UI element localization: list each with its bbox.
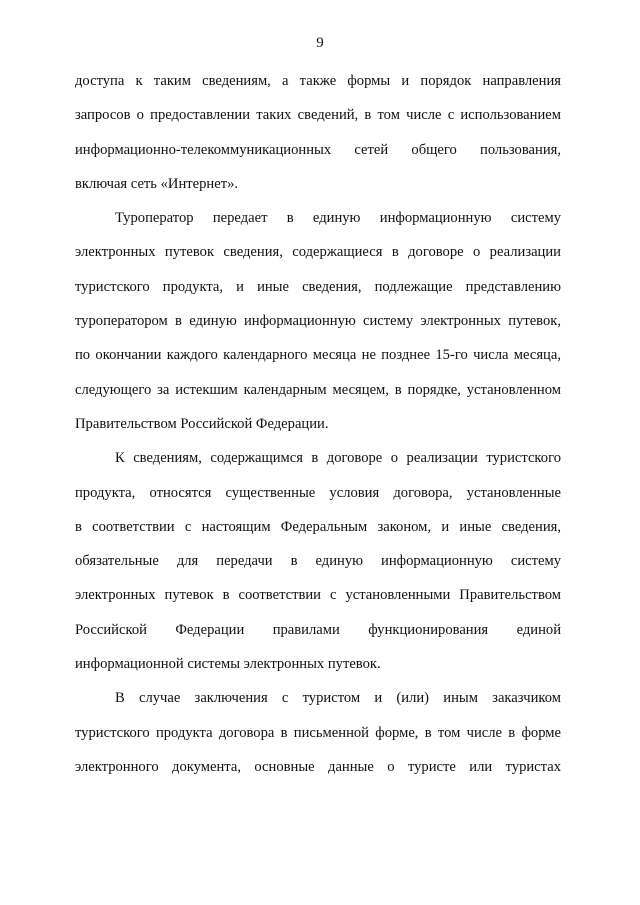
text-line: в соответствии с настоящим Федеральным законом, и иные сведения,: [75, 518, 561, 535]
text-line: К сведениям, содержащимся в договоре о реализации туристского: [115, 450, 561, 467]
paragraph: [75, 71, 561, 208]
text-line: электронных путевок в соответствии с установленными Правительством: [75, 587, 561, 604]
text-line: информационной системы электронных путевок.: [75, 656, 381, 673]
text-line: информационно-телекоммуникационных сетей общего пользования,: [75, 141, 561, 158]
text-line: электронных путевок сведения, содержащиеся в договоре о реализации: [75, 244, 561, 261]
text-line: В случае заключения с туристом и (или) иным заказчиком: [115, 690, 561, 707]
text-line: Туроператор передает в единую информационную систему: [115, 210, 561, 227]
text-line: запросов о предоставлении таких сведений, в том числе с использованием: [75, 107, 561, 124]
text-line: доступа к таким сведениям, а также формы и порядок направления: [75, 73, 561, 89]
text-line: обязательные для передачи в единую информационную систему: [75, 553, 561, 570]
text-line: туристского продукта, и иные сведения, подлежащие представлению: [75, 278, 561, 295]
document-body: [75, 71, 561, 791]
text-line: Правительством Российской Федерации.: [75, 415, 329, 432]
text-line: по окончании каждого календарного месяца не позднее 15-го числа месяца,: [75, 347, 561, 364]
paragraph: [75, 448, 561, 688]
paragraph: [75, 688, 561, 791]
text-line: туроператором в единую информационную систему электронных путевок,: [75, 313, 561, 330]
text-line: следующего за истекшим календарным месяцем, в порядке, установленном: [75, 381, 561, 398]
text-line: включая сеть «Интернет».: [75, 175, 239, 192]
text-line: Российской Федерации правилами функционирования единой: [75, 621, 561, 638]
paragraph: [75, 208, 561, 448]
text-line: электронного документа, основные данные о туристе или туристах: [75, 758, 561, 775]
text-line: продукта, относятся существенные условия договора, установленные: [75, 484, 561, 501]
text-line: туристского продукта договора в письменной форме, в том числе в форме: [75, 724, 561, 741]
page-number: 9: [316, 35, 324, 51]
